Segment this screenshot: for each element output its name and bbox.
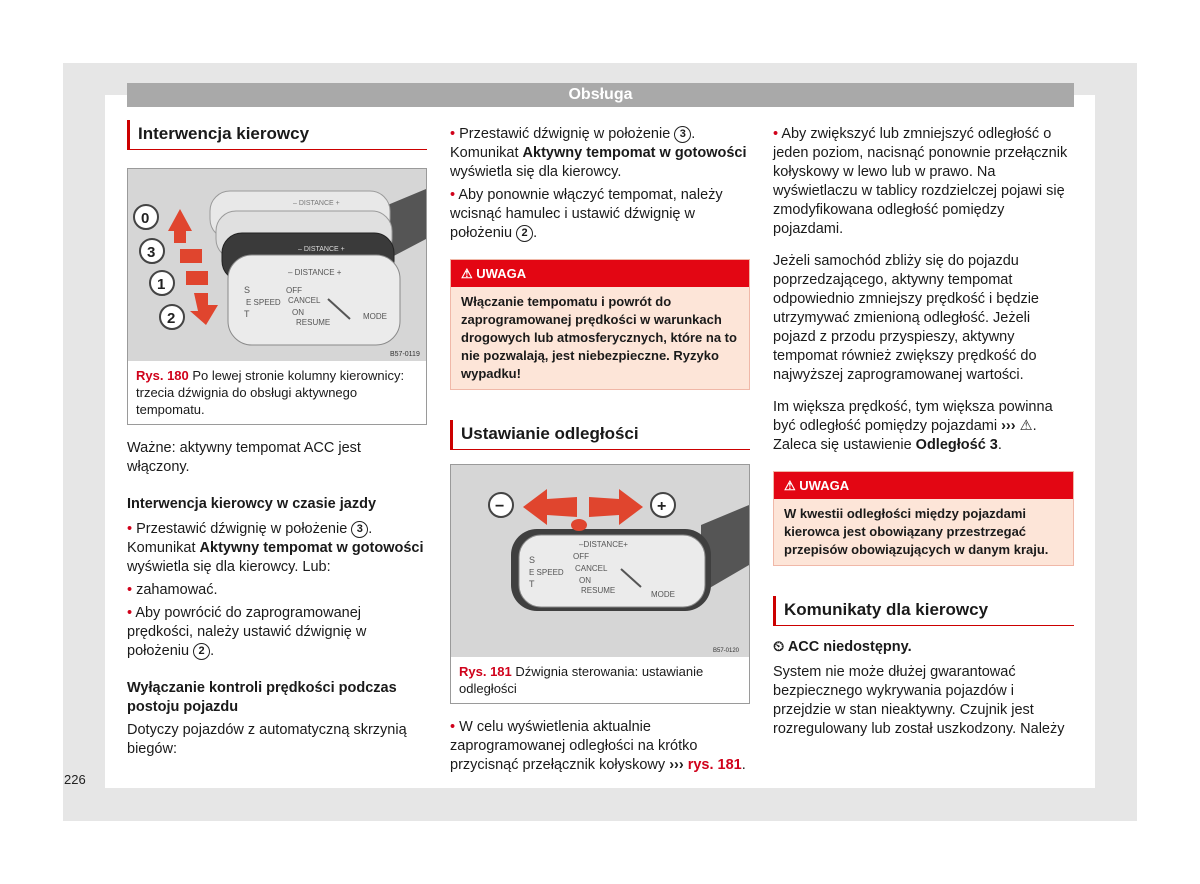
resume-label: RESUME: [581, 586, 616, 595]
paragraph: Dotyczy pojazdów z automatyczną skrzynią biegów:: [127, 722, 407, 757]
resume-label: RESUME: [296, 318, 331, 327]
figure-180-caption: [128, 361, 426, 424]
ghost-distance-label: – DISTANCE +: [293, 200, 340, 207]
warning-box: [773, 471, 1074, 566]
mode-label: MODE: [363, 312, 387, 321]
off-label: OFF: [286, 286, 302, 295]
list-item: • Przestawić dźwignię w położenie 3 . Komunikat Aktywny tempomat w gotowości wyświetla się dla kierowcy.: [450, 126, 747, 180]
section-title-intervention: Interwencja kierowcy: [127, 120, 427, 150]
off-label: OFF: [573, 552, 589, 561]
warning-body: W kwestii odległości między pojazdami kierowca jest obowiązany przestrzegać przepisów obowiązujących w danym kraju.: [784, 506, 1049, 557]
pos1-label: 1: [157, 276, 166, 293]
on-label: ON: [292, 308, 304, 317]
plus-label: +: [657, 498, 667, 515]
column-3: [773, 125, 1074, 739]
pos3-label: 3: [147, 244, 156, 261]
circled-number: 2: [516, 225, 533, 242]
arrow-mid2-icon: [186, 271, 208, 285]
paragraph: System nie może dłużej gwarantować bezpiecznego wykrywania pojazdów i przejdzie w stan nieaktywny. Czujnik jest rozregulowany lub został uszkodzony. Należy: [773, 664, 1065, 737]
figure-caption-text: Dźwignia sterowania: ustawianie odległości: [459, 664, 704, 696]
figure-code: B57-0120: [713, 648, 740, 654]
speed-label: E SPEED: [529, 568, 564, 577]
arrow-mid1-icon: [180, 249, 202, 263]
figure-181: [450, 464, 750, 704]
paragraph: Jeżeli samochód zbliży się do pojazdu poprzedzającego, aktywny tempomat odpowiednio zmniejszy prędkość i będzie utrzymywać zmienioną odległość. Jeżeli pojazd z przodu przyspieszy, aktywny tempomat również zwiększy prędkość do najwyższej zaprogramowanej wartości.: [773, 253, 1039, 383]
warning-triangle-icon: ⚠: [1019, 418, 1033, 434]
on-label: ON: [579, 576, 591, 585]
figure-180: [127, 168, 427, 425]
t-label: T: [244, 309, 250, 319]
header-title: Obsługa: [127, 83, 1074, 107]
figure-caption-text: Po lewej stronie kolumny kierownicy: trzecia dźwignia do obsługi aktywnego tempomatu.: [136, 368, 405, 417]
column-1: [127, 120, 427, 759]
lever-illustration: [128, 169, 426, 361]
figure-link[interactable]: rys. 181: [687, 757, 742, 773]
figure-code: B57-0119: [390, 351, 420, 358]
cancel-label: CANCEL: [288, 296, 321, 305]
figure-181-image: [451, 465, 749, 657]
speed-label: E SPEED: [246, 298, 281, 307]
cancel-label: CANCEL: [575, 564, 608, 573]
s-label: S: [244, 285, 251, 295]
distance-label: –DISTANCE+: [579, 540, 628, 549]
mode-label: MODE: [651, 590, 675, 599]
list-item: • Aby zwiększyć lub zmniejszyć odległość o jeden poziom, nacisnąć ponownie przełącznik kołyskowy w lewo lub w prawo. Na wyświetlaczu w tablicy rozdzielczej pojawi się zmodyfikowana odległość pomiędzy pojazdami.: [773, 126, 1068, 237]
list-item: • Aby ponownie włączyć tempomat, należy wcisnąć hamulec i ustawić dźwignię w położeniu 2 .: [450, 187, 723, 241]
list-item: • zahamować.: [127, 582, 218, 598]
list-item: • Aby powrócić do zaprogramowanej prędkości, należy ustawić dźwignię w położeniu 2 .: [127, 605, 367, 659]
list-item: • Przestawić dźwignię w położenie 3 . Komunikat Aktywny tempomat w gotowości wyświetla się dla kierowcy. Lub:: [127, 521, 424, 575]
circled-number: 2: [193, 643, 210, 660]
pos2-label: 2: [167, 310, 176, 327]
figure-ref: Rys. 181: [459, 664, 512, 679]
warning-body: Włączanie tempomatu i powrót do zaprogramowanej prędkości w warunkach drogowych lub atmosferycznych, które na to nie pozwalają, jest niebezpieczne. Ryzyko wypadku!: [461, 294, 737, 381]
minus-label: −: [495, 498, 505, 515]
list-item: • W celu wyświetlenia aktualnie zaprogramowanej odległości na krótko przycisnąć przełącznik kołyskowy ››› rys. 181.: [450, 719, 746, 773]
section-title-distance: Ustawianie odległości: [450, 420, 750, 450]
warning-header: ⚠ UWAGA: [451, 260, 749, 287]
warning-title: UWAGA: [476, 266, 527, 281]
warning-box: [450, 259, 750, 390]
pos0-label: 0: [141, 210, 150, 227]
page-number: 226: [64, 772, 86, 787]
figure-180-image: [128, 169, 426, 361]
paragraph: Im większa prędkość, tym większa powinna być odległość pomiędzy pojazdami ››› ⚠. Zaleca się ustawienie Odległość 3.: [773, 399, 1053, 453]
figure-ref: Rys. 180: [136, 368, 189, 383]
paragraph: Ważne: aktywny tempomat ACC jest włączony.: [127, 440, 361, 475]
svg-text:– DISTANCE +: – DISTANCE +: [298, 246, 345, 253]
t-label: T: [529, 579, 535, 589]
subheading: Interwencja kierowcy w czasie jazdy: [127, 496, 377, 512]
warning-title: UWAGA: [799, 478, 850, 493]
section-title-messages: Komunikaty dla kierowcy: [773, 596, 1074, 626]
warning-header: ⚠ UWAGA: [774, 472, 1073, 499]
subheading: Wyłączanie kontroli prędkości podczas postoju pojazdu: [127, 680, 397, 715]
figure-181-caption: [451, 657, 749, 703]
column-2: [450, 125, 750, 775]
lever-distance-illustration: [451, 465, 749, 657]
distance-label: – DISTANCE +: [288, 268, 342, 277]
message-title: ⏲ ACC niedostępny.: [773, 639, 912, 655]
circled-number: 3: [351, 521, 368, 538]
acc-icon: ⏲: [773, 639, 785, 655]
circled-number: 3: [674, 126, 691, 143]
s-label: S: [529, 555, 536, 565]
